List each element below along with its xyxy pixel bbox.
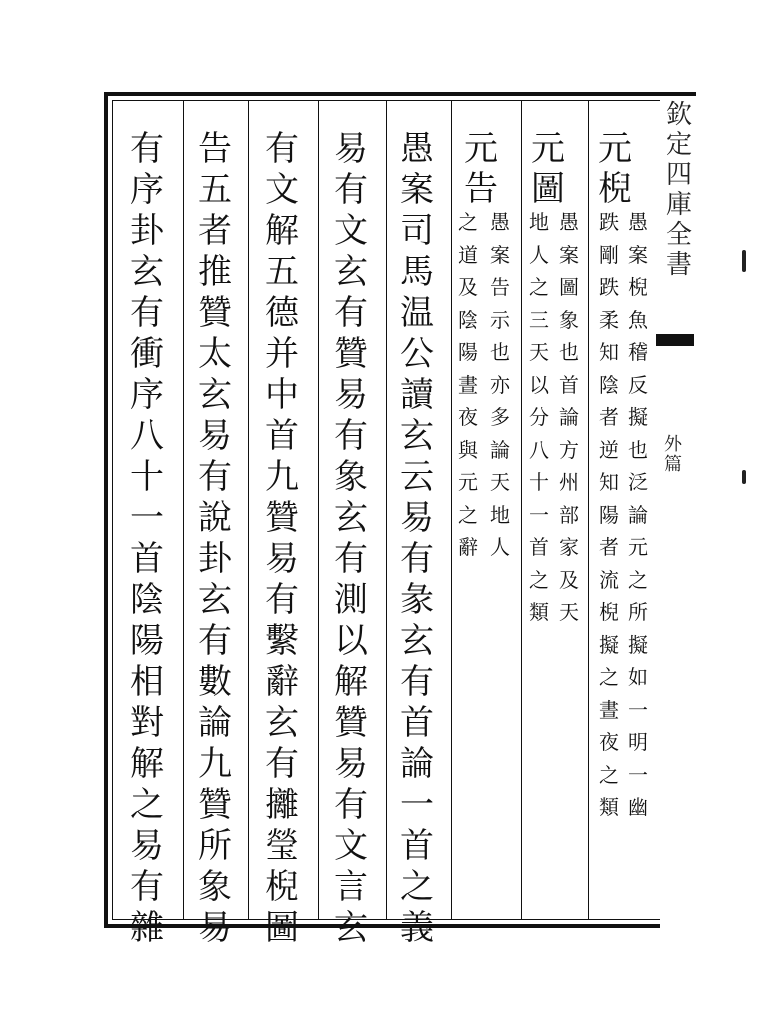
note-char: 者 (599, 535, 619, 559)
text-char: 卦 (130, 211, 164, 251)
text-char: 有 (400, 539, 434, 579)
text-char: 八 (130, 416, 164, 456)
note-char: 也 (559, 340, 579, 364)
note-char: 多 (490, 405, 510, 429)
note-char: 圖 (559, 275, 579, 299)
text-char: 首 (400, 703, 434, 743)
text-char: 雜 (130, 908, 164, 948)
text-char: 有 (130, 867, 164, 907)
note-char: 示 (490, 307, 510, 332)
note-char: 天 (490, 470, 510, 494)
text-char: 數 (198, 662, 232, 702)
heading-char: 告 (464, 169, 498, 209)
note-char: 象 (559, 307, 579, 332)
column-rule (386, 100, 387, 920)
margin-title-char: 定 (666, 130, 693, 160)
text-char: 易 (334, 744, 368, 784)
note-char: 案 (559, 242, 579, 267)
text-char: 有 (265, 129, 299, 169)
note-char: 之 (529, 275, 549, 299)
heading-char: 棿 (598, 169, 632, 209)
note-char: 天 (529, 340, 549, 364)
note-char: 告 (490, 275, 510, 299)
text-char: 論 (400, 744, 434, 784)
margin-title-char: 庫 (666, 190, 693, 220)
text-char: 易 (334, 129, 368, 169)
note-char: 之 (458, 502, 478, 527)
note-char: 晝 (458, 372, 478, 397)
note-char: 棿 (628, 275, 648, 299)
text-char: 有 (198, 621, 232, 661)
text-char: 玄 (334, 252, 368, 292)
text-char: 有 (334, 539, 368, 579)
note-char: 之 (628, 567, 648, 592)
text-char: 温 (400, 293, 434, 333)
text-char: 解 (265, 211, 299, 251)
note-char: 類 (529, 600, 549, 624)
text-char: 易 (130, 826, 164, 866)
text-char: 彖 (400, 580, 434, 620)
margin-title-char: 書 (666, 250, 693, 280)
note-line-yuangao-right (458, 212, 478, 570)
text-char: 象 (198, 867, 232, 907)
note-char: 一 (628, 762, 648, 787)
note-char: 辭 (458, 535, 478, 559)
text-char: 說 (198, 498, 232, 538)
note-char: 一 (529, 502, 549, 527)
margin-label-char: 篇 (664, 454, 682, 475)
text-char: 玄 (400, 621, 434, 661)
text-char: 有 (265, 744, 299, 784)
note-char: 論 (628, 502, 648, 527)
text-char: 推 (198, 252, 232, 292)
margin-title (666, 102, 692, 282)
note-char: 棿 (599, 600, 619, 624)
text-char: 易 (198, 416, 232, 456)
text-char: 易 (334, 375, 368, 415)
text-char: 文 (334, 211, 368, 251)
note-char: 人 (490, 535, 510, 559)
heading-yuantu (531, 129, 565, 212)
note-char: 地 (529, 210, 549, 234)
text-char: 公 (400, 334, 434, 374)
note-char: 夜 (599, 730, 619, 754)
heading-yuanni (598, 129, 632, 212)
text-column-7 (198, 129, 232, 952)
text-char: 測 (334, 580, 368, 620)
text-char: 首 (130, 539, 164, 579)
margin-page-label (664, 436, 682, 476)
margin-title-char: 全 (666, 220, 693, 250)
note-char: 柔 (599, 307, 619, 332)
text-char: 圖 (265, 908, 299, 948)
text-char: 陽 (130, 621, 164, 661)
note-char: 之 (458, 210, 478, 234)
note-char: 十 (529, 470, 549, 494)
text-char: 十 (130, 457, 164, 497)
text-char: 陰 (130, 580, 164, 620)
note-char: 地 (490, 502, 510, 527)
text-char: 首 (265, 416, 299, 456)
text-char: 之 (400, 867, 434, 907)
note-char: 八 (529, 437, 549, 462)
note-char: 方 (559, 437, 579, 462)
text-char: 有 (334, 785, 368, 825)
text-char: 玄 (400, 416, 434, 456)
note-char: 元 (628, 535, 648, 559)
note-char: 州 (559, 470, 579, 494)
note-char: 首 (529, 535, 549, 559)
text-char: 司 (400, 211, 434, 251)
text-char: 玄 (198, 375, 232, 415)
note-char: 跌 (599, 210, 619, 234)
text-char: 告 (198, 129, 232, 169)
note-char: 流 (599, 567, 619, 592)
text-char: 對 (130, 703, 164, 743)
note-char: 元 (458, 470, 478, 494)
text-char: 一 (130, 498, 164, 538)
note-char: 逆 (599, 437, 619, 462)
note-char: 類 (599, 795, 619, 819)
note-char: 知 (599, 340, 619, 364)
text-char: 棿 (265, 867, 299, 907)
text-char: 玄 (334, 908, 368, 948)
heading-char: 元 (531, 129, 565, 169)
text-char: 解 (334, 662, 368, 702)
note-char: 案 (628, 242, 648, 267)
note-line-yuanni-right (599, 212, 619, 830)
note-char: 愚 (559, 210, 579, 234)
text-char: 玄 (198, 580, 232, 620)
heading-char: 元 (464, 129, 498, 169)
note-char: 之 (529, 567, 549, 592)
margin-title-char: 四 (666, 160, 693, 190)
text-char: 言 (334, 867, 368, 907)
note-char: 知 (599, 470, 619, 494)
text-char: 中 (265, 375, 299, 415)
note-char: 擬 (628, 632, 648, 657)
text-column-5 (334, 129, 368, 952)
text-char: 太 (198, 334, 232, 374)
text-char: 有 (334, 416, 368, 456)
note-char: 跌 (599, 275, 619, 299)
text-char: 易 (400, 498, 434, 538)
text-char: 義 (400, 908, 434, 948)
note-char: 所 (628, 600, 648, 624)
text-char: 攡 (265, 785, 299, 825)
note-char: 幽 (628, 795, 648, 819)
text-char: 贊 (198, 293, 232, 333)
column-rule (451, 100, 452, 920)
note-char: 三 (529, 307, 549, 332)
note-char: 陰 (599, 372, 619, 397)
text-char: 有 (334, 170, 368, 210)
heading-yuangao (464, 129, 498, 212)
note-char: 者 (599, 405, 619, 429)
note-line-yuangao-left (490, 212, 510, 570)
text-char: 者 (198, 211, 232, 251)
text-char: 首 (400, 826, 434, 866)
text-char: 有 (198, 457, 232, 497)
text-char: 贊 (198, 785, 232, 825)
note-char: 陰 (458, 307, 478, 332)
text-char: 玄 (265, 703, 299, 743)
text-char: 瑩 (265, 826, 299, 866)
text-char: 云 (400, 457, 434, 497)
text-column-6 (265, 129, 299, 952)
margin-title-char: 欽 (666, 100, 693, 130)
note-char: 一 (628, 697, 648, 722)
text-char: 五 (265, 252, 299, 292)
margin-label-char: 外 (664, 434, 682, 455)
text-char: 易 (265, 539, 299, 579)
text-char: 辭 (265, 662, 299, 702)
note-char: 之 (599, 665, 619, 689)
text-char: 象 (334, 457, 368, 497)
text-char: 一 (400, 785, 434, 825)
note-char: 家 (559, 535, 579, 559)
text-char: 贊 (334, 334, 368, 374)
text-char: 馬 (400, 252, 434, 292)
note-char: 論 (559, 405, 579, 429)
note-char: 晝 (599, 697, 619, 722)
column-rule (318, 100, 319, 920)
note-char: 亦 (490, 372, 510, 397)
heading-char: 圖 (531, 169, 565, 209)
text-char: 易 (198, 908, 232, 948)
text-char: 有 (265, 580, 299, 620)
note-char: 也 (490, 340, 510, 364)
note-char: 泛 (628, 470, 648, 494)
note-char: 與 (458, 437, 478, 462)
text-char: 有 (400, 662, 434, 702)
text-char: 有 (334, 293, 368, 333)
text-char: 玄 (334, 498, 368, 538)
column-rule (588, 100, 589, 920)
note-char: 夜 (458, 405, 478, 429)
column-rule (521, 100, 522, 920)
text-char: 有 (130, 129, 164, 169)
note-char: 擬 (628, 405, 648, 429)
note-char: 魚 (628, 307, 648, 332)
text-column-8 (130, 129, 164, 952)
text-char: 讀 (400, 375, 434, 415)
column-rule (183, 100, 184, 920)
text-char: 以 (334, 621, 368, 661)
text-char: 衝 (130, 334, 164, 374)
note-char: 分 (529, 405, 549, 429)
note-line-yuantu-left (559, 212, 579, 635)
note-char: 剛 (599, 242, 619, 267)
text-char: 序 (130, 375, 164, 415)
text-char: 五 (198, 170, 232, 210)
text-char: 九 (198, 744, 232, 784)
column-rule (248, 100, 249, 920)
text-char: 有 (130, 293, 164, 333)
text-char: 案 (400, 170, 434, 210)
note-char: 如 (628, 665, 648, 689)
note-char: 反 (628, 372, 648, 397)
note-char: 愚 (628, 210, 648, 234)
ink-smudge (742, 470, 746, 484)
text-char: 玄 (130, 252, 164, 292)
text-char: 德 (265, 293, 299, 333)
note-char: 道 (458, 242, 478, 267)
text-char: 論 (198, 703, 232, 743)
note-char: 之 (599, 762, 619, 787)
note-char: 人 (529, 242, 549, 267)
text-char: 相 (130, 662, 164, 702)
note-char: 陽 (458, 340, 478, 364)
note-char: 及 (559, 567, 579, 592)
note-char: 部 (559, 502, 579, 527)
text-char: 九 (265, 457, 299, 497)
note-char: 稽 (628, 340, 648, 364)
text-char: 贊 (265, 498, 299, 538)
note-char: 愚 (490, 210, 510, 234)
text-char: 解 (130, 744, 164, 784)
note-line-yuantu-right (529, 212, 549, 635)
note-char: 明 (628, 730, 648, 754)
text-char: 文 (334, 826, 368, 866)
text-char: 繫 (265, 621, 299, 661)
note-char: 也 (628, 437, 648, 462)
text-char: 序 (130, 170, 164, 210)
text-char: 并 (265, 334, 299, 374)
note-char: 以 (529, 372, 549, 397)
note-char: 陽 (599, 502, 619, 527)
ink-smudge (742, 250, 746, 272)
note-char: 擬 (599, 632, 619, 657)
note-char: 天 (559, 600, 579, 624)
text-char: 所 (198, 826, 232, 866)
fish-tail-mark (656, 334, 694, 346)
note-char: 論 (490, 437, 510, 462)
text-char: 之 (130, 785, 164, 825)
text-char: 卦 (198, 539, 232, 579)
text-char: 文 (265, 170, 299, 210)
note-char: 及 (458, 275, 478, 299)
note-char: 首 (559, 372, 579, 397)
note-line-yuanni-left (628, 212, 648, 830)
text-char: 愚 (400, 129, 434, 169)
heading-char: 元 (598, 129, 632, 169)
text-char: 贊 (334, 703, 368, 743)
note-char: 案 (490, 242, 510, 267)
text-column-4 (400, 129, 434, 952)
